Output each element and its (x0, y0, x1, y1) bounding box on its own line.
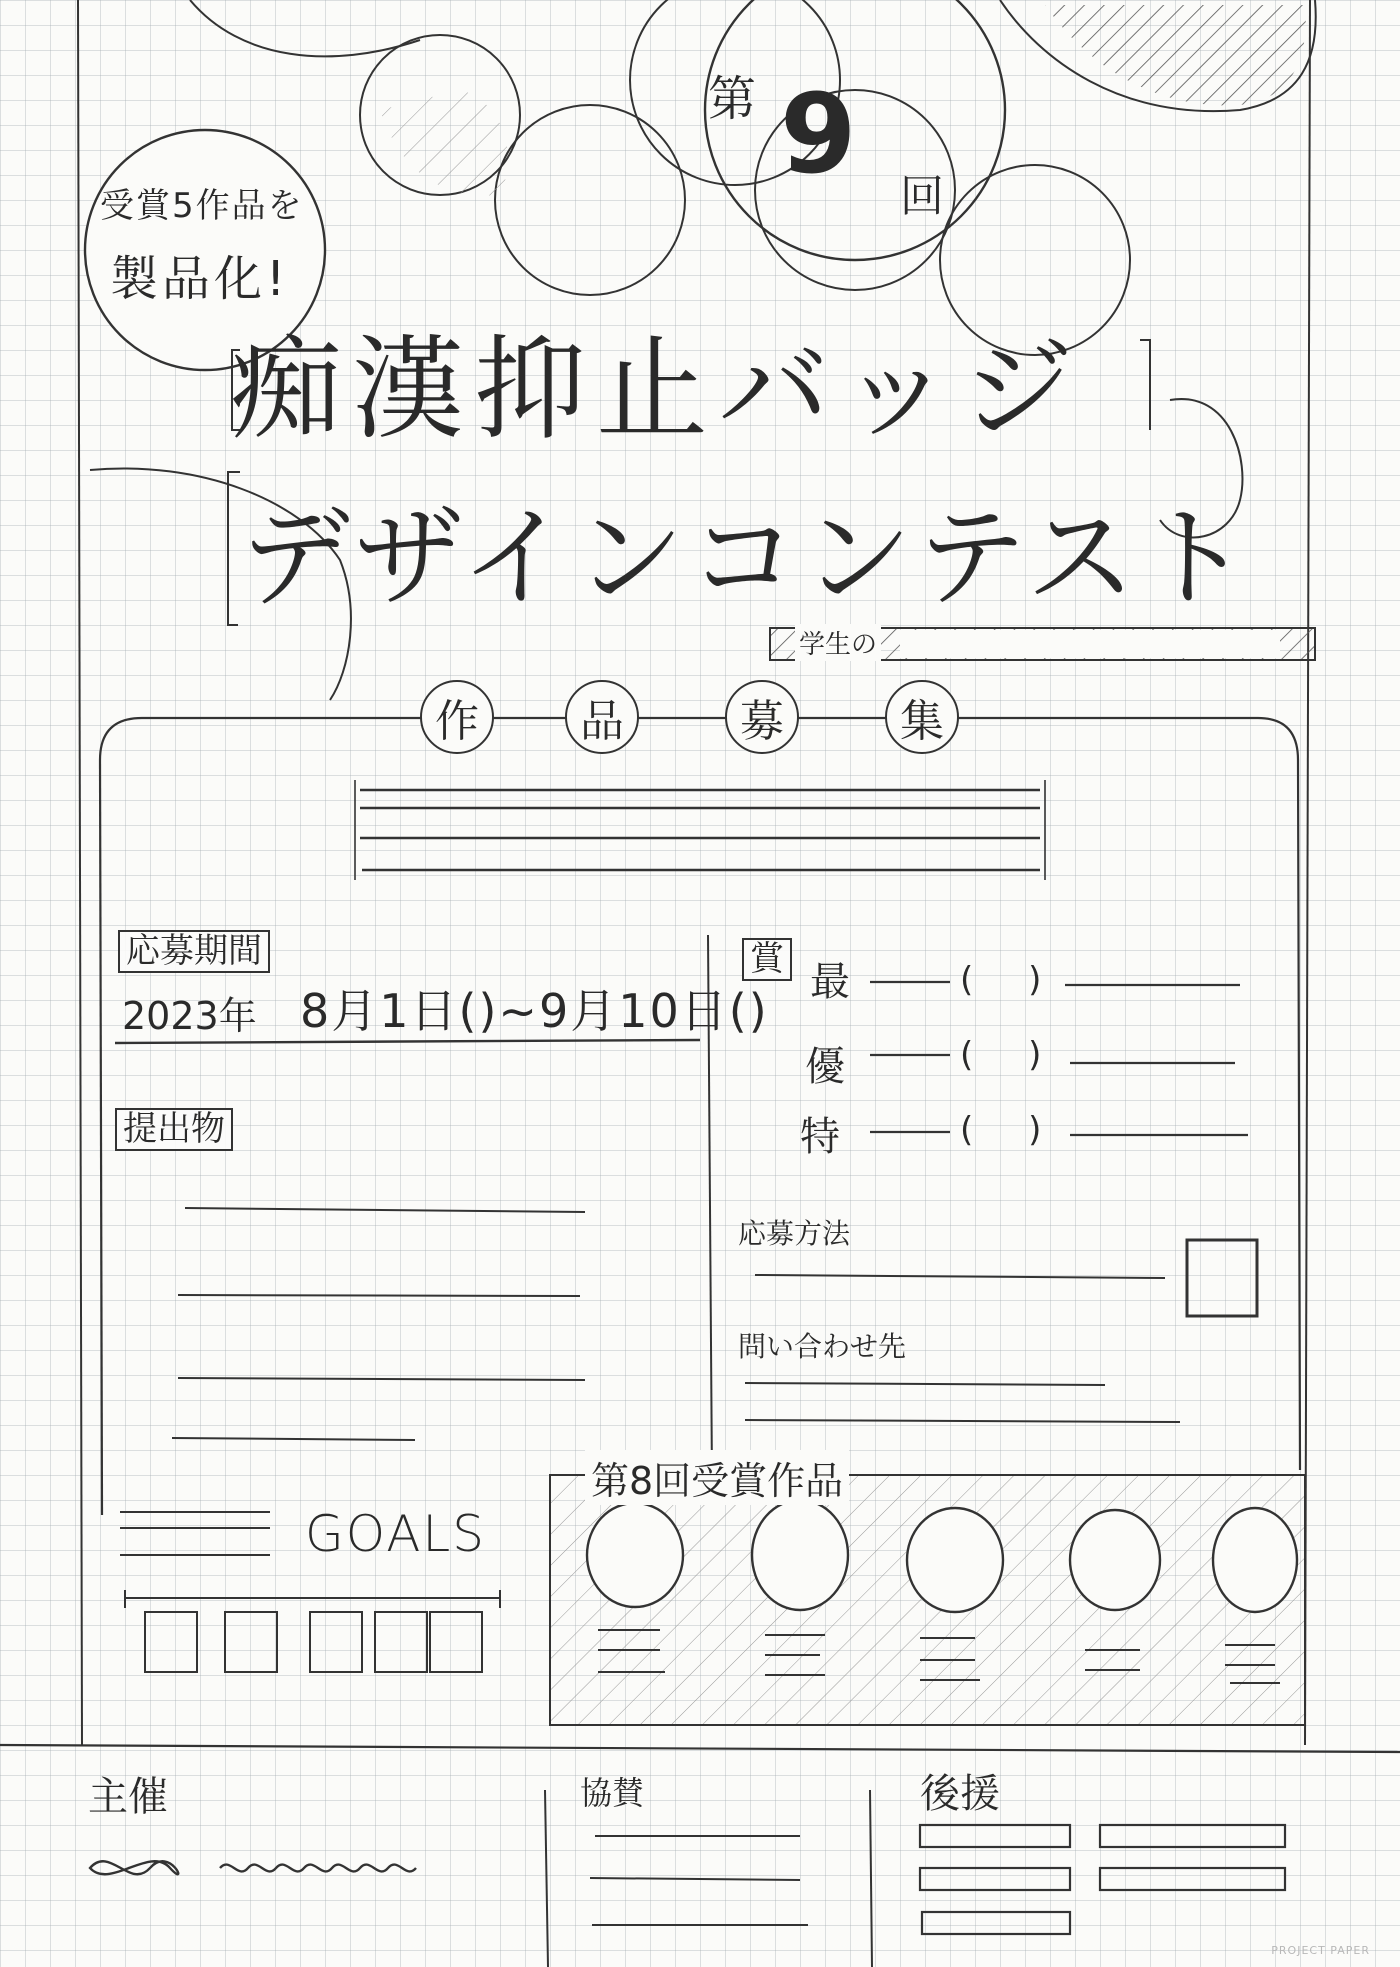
award-grand-paren: ( ) (960, 960, 1064, 1000)
round-prefix: 第 (708, 71, 757, 127)
footer-divider (0, 1745, 1400, 1752)
cooperation-label: 協賛 (580, 1774, 645, 1812)
contact-label: 問い合わせ先 (738, 1330, 907, 1363)
paper-watermark: PROJECT PAPER (1271, 1944, 1370, 1957)
period-dates: 8月1日()~9月10日() (300, 984, 769, 1038)
heading-char-2: 品 (565, 680, 639, 754)
period-label: 応募期間 (118, 930, 270, 973)
tagline: 学生の (795, 624, 881, 661)
period-year: 2023年 (122, 994, 257, 1038)
qr-code-box (1187, 1240, 1257, 1316)
main-frame (100, 718, 1300, 1470)
title-line2: デザインコンテスト (240, 494, 1254, 622)
round-number: 9 (780, 70, 857, 198)
organizer-label: 主催 (88, 1774, 168, 1820)
award-excellence-paren: ( ) (960, 1035, 1064, 1075)
heading-char-3: 募 (725, 680, 799, 754)
award-special-prize: 特 (800, 1114, 840, 1160)
heading-char-1: 作 (420, 680, 494, 754)
award-special-paren: ( ) (960, 1110, 1064, 1150)
round-suffix: 回 (900, 171, 944, 222)
award-grand-prize: 最 (810, 959, 850, 1005)
organizer-logo-icon (90, 1861, 178, 1874)
past-winners-heading: 第8回受賞作品 (585, 1450, 849, 1505)
award-excellence-prize: 優 (805, 1044, 845, 1090)
support-label: 後援 (920, 1771, 1000, 1817)
apply-method-label: 応募方法 (738, 1217, 851, 1250)
badge-line1: 受賞5作品を (100, 186, 304, 226)
heading-char-4: 集 (885, 680, 959, 754)
goals-label: GOALS (305, 1505, 487, 1563)
award-label: 賞 (742, 938, 792, 981)
badge-line2: 製品化! (110, 251, 290, 307)
round-label (708, 60, 756, 129)
title-line1: 痴漢抑止バッジ (230, 325, 1084, 455)
deliverables-label: 提出物 (115, 1108, 233, 1151)
